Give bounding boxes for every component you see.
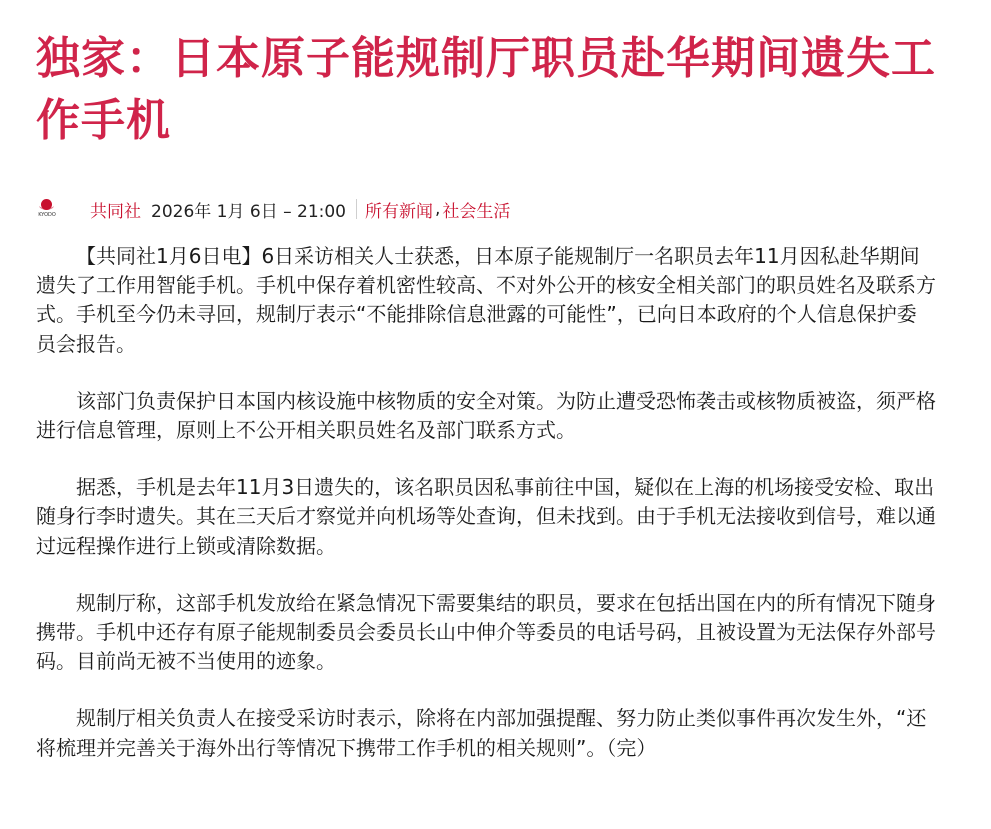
publish-datetime: 2026年 1月 6日 – 21:00 (151, 201, 347, 222)
paragraph: 规制厅相关负责人在接受采访时表示，除将在内部加强提醒、努力防止类似事件再次发生外，“还将梳理并完善关于海外出行等情况下携带工作手机的相关规则”。（完） (36, 706, 927, 760)
source-link[interactable]: 共同社 (90, 201, 141, 222)
logo-text: KYODO (38, 212, 56, 218)
paragraph: 据悉，手机是去年11月3日遗失的，该名职员因私事前往中国，疑似在上海的机场接受安检、取出随身行李时遗失。其在三天后才察觉并向机场等处查询，但未找到。由于手机无法接收到信号，难以通过远程操作进行上锁或清除数据。 (36, 475, 936, 558)
category-separator: , (435, 199, 441, 219)
paragraph: 该部门负责保护日本国内核设施中核物质的安全对策。为防止遭受恐怖袭击或核物质被盗，须严格进行信息管理，原则上不公开相关职员姓名及部门联系方式。 (36, 388, 936, 443)
paragraph: 规制厅称，这部手机发放给在紧急情况下需要集结的职员，要求在包括出国在内的所有情况下随身携带。手机中还存有原子能规制委员会委员长山中伸介等委员的电话号码，且被设置为无法保存外部号码。目前尚无被不当使用的迹象。 (36, 590, 936, 674)
article-body (36, 242, 936, 763)
paragraph: 【共同社1月6日电】6日采访相关人士获悉，日本原子能规制厅一名职员去年11月因私赴华期间遗失了工作用智能手机。手机中保存着机密性较高、不对外公开的核安全相关部门的职员姓名及联系方式。手机至今仍未寻回，规制厅表示“不能排除信息泄露的可能性”，已向日本政府的个人信息保护委员会报告。 (36, 244, 936, 356)
byline-divider (356, 199, 357, 219)
article-headline: 独家：日本原子能规制厅职员赴华期间遗失工作手机 (36, 33, 936, 146)
category-link-all-news[interactable]: 所有新闻 (365, 201, 434, 222)
category-link-society[interactable]: 社会生活 (442, 201, 511, 222)
byline (36, 196, 956, 222)
kyodo-logo-icon[interactable] (36, 198, 58, 220)
article (36, 28, 956, 791)
